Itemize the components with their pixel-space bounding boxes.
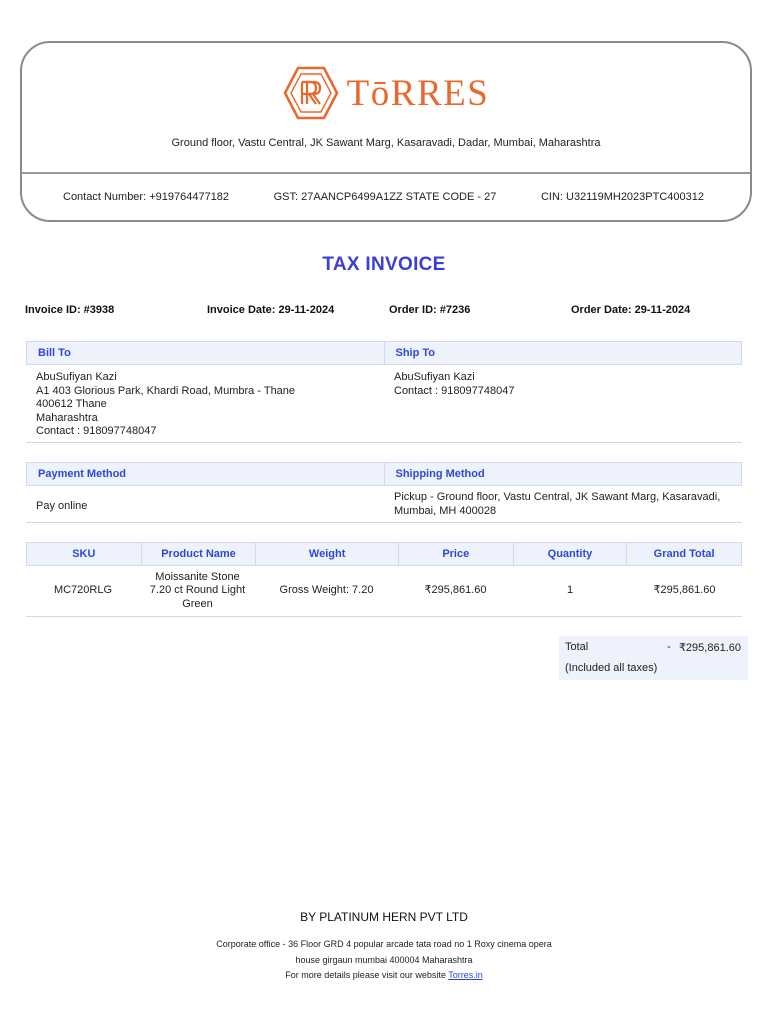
store-address: Ground floor, Vastu Central, JK Sawant Marg, Kasaravadi, Dadar, Mumbai, Maharashtra [171, 137, 601, 149]
footer-company: BY PLATINUM HERN PVT LTD [300, 910, 468, 924]
address-table [26, 341, 742, 443]
col-product-name: Product Name [141, 543, 256, 565]
bill-to-address: AbuSufiyan Kazi A1 403 Glorious Park, Khardi Road, Mumbra - Thane 400612 Thane Maharashtra Contact : 918097748047 [36, 371, 296, 437]
col-sku: SKU [72, 548, 96, 560]
cell-weight: Gross Weight: 7.20 [279, 584, 374, 597]
col-quantity: Quantity [513, 543, 627, 565]
brand-name: TōRRES [346, 72, 490, 114]
invoice-header [20, 41, 752, 222]
total-amount: ₹295,861.60 [678, 642, 741, 654]
items-table [26, 542, 742, 617]
ship-to-address: AbuSufiyan Kazi Contact : 918097748047 [394, 371, 515, 397]
total-label: Total [565, 641, 589, 653]
brand-logo [22, 65, 750, 121]
cell-quantity: 1 [566, 584, 574, 597]
col-grand-total: Grand Total [626, 543, 741, 565]
shipping-method-value: Pickup - Ground floor, Vastu Central, JK Sawant Marg, Kasaravadi, Mumbai, MH 400028 [394, 491, 721, 517]
document-title: TAX INVOICE [322, 254, 446, 275]
payment-method-value: Pay online [36, 500, 88, 513]
cell-product-name: Moissanite Stone 7.20 ct Round Light Green [149, 570, 246, 610]
shipping-method-heading: Shipping Method [384, 463, 742, 485]
footer-visit: For more details please visit our website Torres.in [285, 970, 483, 980]
cell-sku: MC720RLG [53, 584, 113, 597]
header-divider [22, 172, 750, 174]
tax-note: (Included all taxes) [565, 662, 658, 674]
order-date: Order Date: 29-11-2024 [571, 304, 691, 316]
website-link[interactable]: Torres.in [448, 970, 483, 980]
invoice-date: Invoice Date: 29-11-2024 [207, 304, 335, 316]
footer-address: Corporate office - 36 Floor GRD 4 popular arcade tata road no 1 Roxy cinema opera house girgaun mumbai 400004 Maharashtra [216, 939, 552, 965]
col-price: Price [398, 543, 513, 565]
invoice-id: Invoice ID: #3938 [25, 304, 115, 316]
contact-row [22, 191, 750, 203]
total-separator: - [667, 641, 671, 653]
method-table [26, 462, 742, 523]
cell-price: ₹295,861.60 [424, 584, 487, 597]
bill-to-heading: Bill To [38, 347, 71, 359]
col-weight: Weight [255, 543, 398, 565]
items-header-row [26, 542, 742, 566]
cell-grand-total: ₹295,861.60 [653, 584, 716, 597]
cin-number: CIN: U32119MH2023PTC400312 [540, 191, 704, 203]
table-row [26, 566, 742, 617]
order-id: Order ID: #7236 [389, 304, 471, 316]
contact-number: Contact Number: +919764477182 [63, 191, 230, 203]
payment-method-heading: Payment Method [38, 468, 127, 480]
torres-logo-icon [283, 65, 339, 121]
total-summary [559, 636, 748, 680]
ship-to-heading: Ship To [384, 342, 742, 364]
gst-number: GST: 27AANCP6499A1ZZ STATE CODE - 27 [273, 191, 497, 203]
